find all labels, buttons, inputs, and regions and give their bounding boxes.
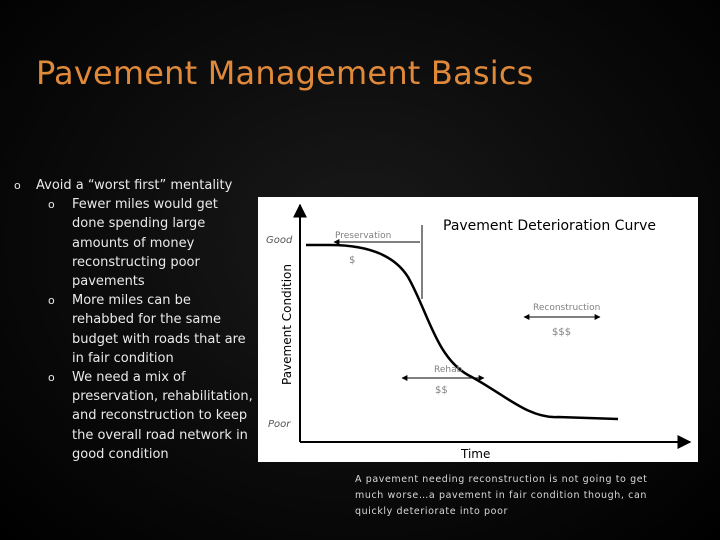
bullet-list bbox=[14, 176, 254, 464]
x-axis-label: Time bbox=[461, 447, 491, 461]
bullet-marker: o bbox=[48, 198, 55, 212]
sub-bullet-item bbox=[14, 368, 254, 464]
bullet-marker: o bbox=[48, 294, 55, 308]
y-bottom-label: Poor bbox=[268, 419, 291, 430]
sub-bullet-item bbox=[14, 195, 254, 291]
rehab-cost: $$ bbox=[435, 385, 448, 396]
deterioration-curve-diagram bbox=[258, 197, 698, 462]
slide-title: Pavement Management Basics bbox=[36, 54, 534, 92]
bullet-text: Avoid a “worst first” mentality bbox=[36, 178, 233, 193]
sub-bullet-text: More miles can be rehabbed for the same budget with roads that are in fair condition bbox=[72, 293, 246, 366]
y-axis-label: Pavement Condition bbox=[280, 264, 294, 385]
reconstruction-cost: $$$ bbox=[552, 327, 572, 338]
y-top-label: Good bbox=[266, 235, 293, 246]
diagram-title: Pavement Deterioration Curve bbox=[443, 218, 656, 234]
bullet-marker: o bbox=[48, 371, 55, 385]
preservation-label: Preservation bbox=[335, 231, 392, 241]
sub-bullet-text: We need a mix of preservation, rehabilitation, and reconstruction to keep the overall road network in good condition bbox=[72, 370, 253, 462]
deterioration-curve bbox=[306, 245, 618, 419]
figure-caption: A pavement needing reconstruction is not going to get much worse…a pavement in fair condition though, can quickly deteriorate into poor bbox=[355, 474, 648, 517]
reconstruction-label: Reconstruction bbox=[533, 303, 601, 313]
sub-bullet-item bbox=[14, 291, 254, 368]
bullet-marker: o bbox=[14, 179, 21, 192]
bullet-item bbox=[14, 176, 254, 195]
preservation-cost: $ bbox=[349, 255, 356, 266]
rehab-label: Rehab bbox=[434, 365, 463, 375]
deterioration-curve-figure bbox=[258, 197, 698, 462]
sub-bullet-text: Fewer miles would get done spending large amounts of money reconstructing poor pavements bbox=[72, 197, 218, 290]
